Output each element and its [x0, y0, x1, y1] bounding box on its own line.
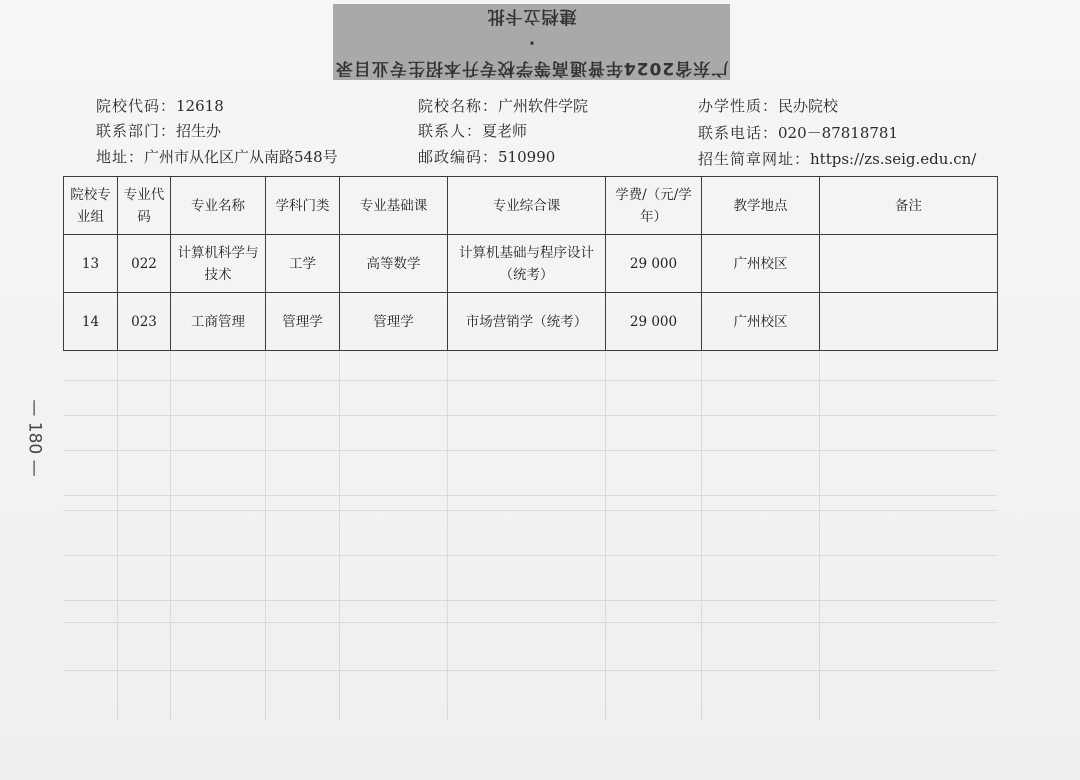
cell-category: 工学	[266, 235, 340, 293]
header-fee: 学费/（元/学年）	[606, 177, 702, 235]
cell-group: 14	[64, 293, 118, 351]
school-nature-label: 办学性质：	[698, 97, 779, 115]
contact-person-label: 联系人：	[418, 122, 483, 140]
school-name-value: 广州软件学院	[498, 97, 589, 115]
header-location: 教学地点	[702, 177, 820, 235]
school-address	[96, 146, 338, 167]
school-name	[418, 95, 588, 116]
header-basic-course: 专业基础课	[340, 177, 448, 235]
contact-dept-label: 联系部门：	[96, 122, 177, 140]
school-address-label: 地址：	[96, 148, 145, 166]
cell-fee: 29 000	[606, 293, 702, 351]
school-code	[96, 95, 224, 116]
banner-line-2: 建档立卡批	[486, 6, 577, 26]
major-catalog-table	[63, 176, 998, 351]
table-row	[64, 293, 998, 351]
bleed-through-table	[63, 350, 997, 720]
cell-remark	[820, 293, 998, 351]
contact-phone-label: 联系电话：	[698, 124, 779, 142]
header-banner	[333, 4, 730, 80]
school-address-value: 广州市从化区广从南路548号	[144, 148, 338, 166]
cell-comprehensive-course: 市场营销学（统考）	[448, 293, 606, 351]
school-nature	[698, 95, 838, 116]
school-code-label: 院校代码：	[96, 97, 177, 115]
cell-fee: 29 000	[606, 235, 702, 293]
school-postcode	[418, 146, 555, 167]
contact-person	[418, 120, 527, 141]
cell-location: 广州校区	[702, 235, 820, 293]
cell-code: 023	[118, 293, 171, 351]
header-major: 专业名称	[171, 177, 266, 235]
banner-line-1: 广东省2024年普通高等学校专升本招生专业目录·	[334, 32, 729, 78]
cell-location: 广州校区	[702, 293, 820, 351]
cell-major: 计算机科学与技术	[171, 235, 266, 293]
page-number-text: — 180 —	[25, 399, 46, 477]
header-remark: 备注	[820, 177, 998, 235]
school-postcode-label: 邮政编码：	[418, 148, 499, 166]
header-code: 专业代码	[118, 177, 171, 235]
cell-group: 13	[64, 235, 118, 293]
school-website	[698, 148, 976, 169]
cell-basic-course: 管理学	[340, 293, 448, 351]
contact-dept	[96, 120, 221, 141]
header-category: 学科门类	[266, 177, 340, 235]
school-website-label: 招生简章网址：	[698, 150, 811, 168]
school-website-link[interactable]: https://zs.seig.edu.cn/	[810, 150, 977, 168]
table-header-row	[64, 177, 998, 235]
school-name-label: 院校名称：	[418, 97, 499, 115]
contact-person-value: 夏老师	[482, 122, 528, 140]
cell-code: 022	[118, 235, 171, 293]
school-code-value: 12618	[176, 97, 224, 115]
school-postcode-value: 510990	[498, 148, 556, 166]
cell-category: 管理学	[266, 293, 340, 351]
cell-comprehensive-course: 计算机基础与程序设计（统考）	[448, 235, 606, 293]
contact-dept-value: 招生办	[176, 122, 222, 140]
cell-remark	[820, 235, 998, 293]
page-number	[24, 398, 46, 478]
cell-basic-course: 高等数学	[340, 235, 448, 293]
contact-phone-value: 020－87818781	[778, 124, 898, 142]
school-nature-value: 民办院校	[778, 97, 839, 115]
header-group: 院校专业组	[64, 177, 118, 235]
cell-major: 工商管理	[171, 293, 266, 351]
table-row	[64, 235, 998, 293]
contact-phone	[698, 122, 898, 143]
banner-title	[333, 3, 730, 81]
header-comprehensive-course: 专业综合课	[448, 177, 606, 235]
